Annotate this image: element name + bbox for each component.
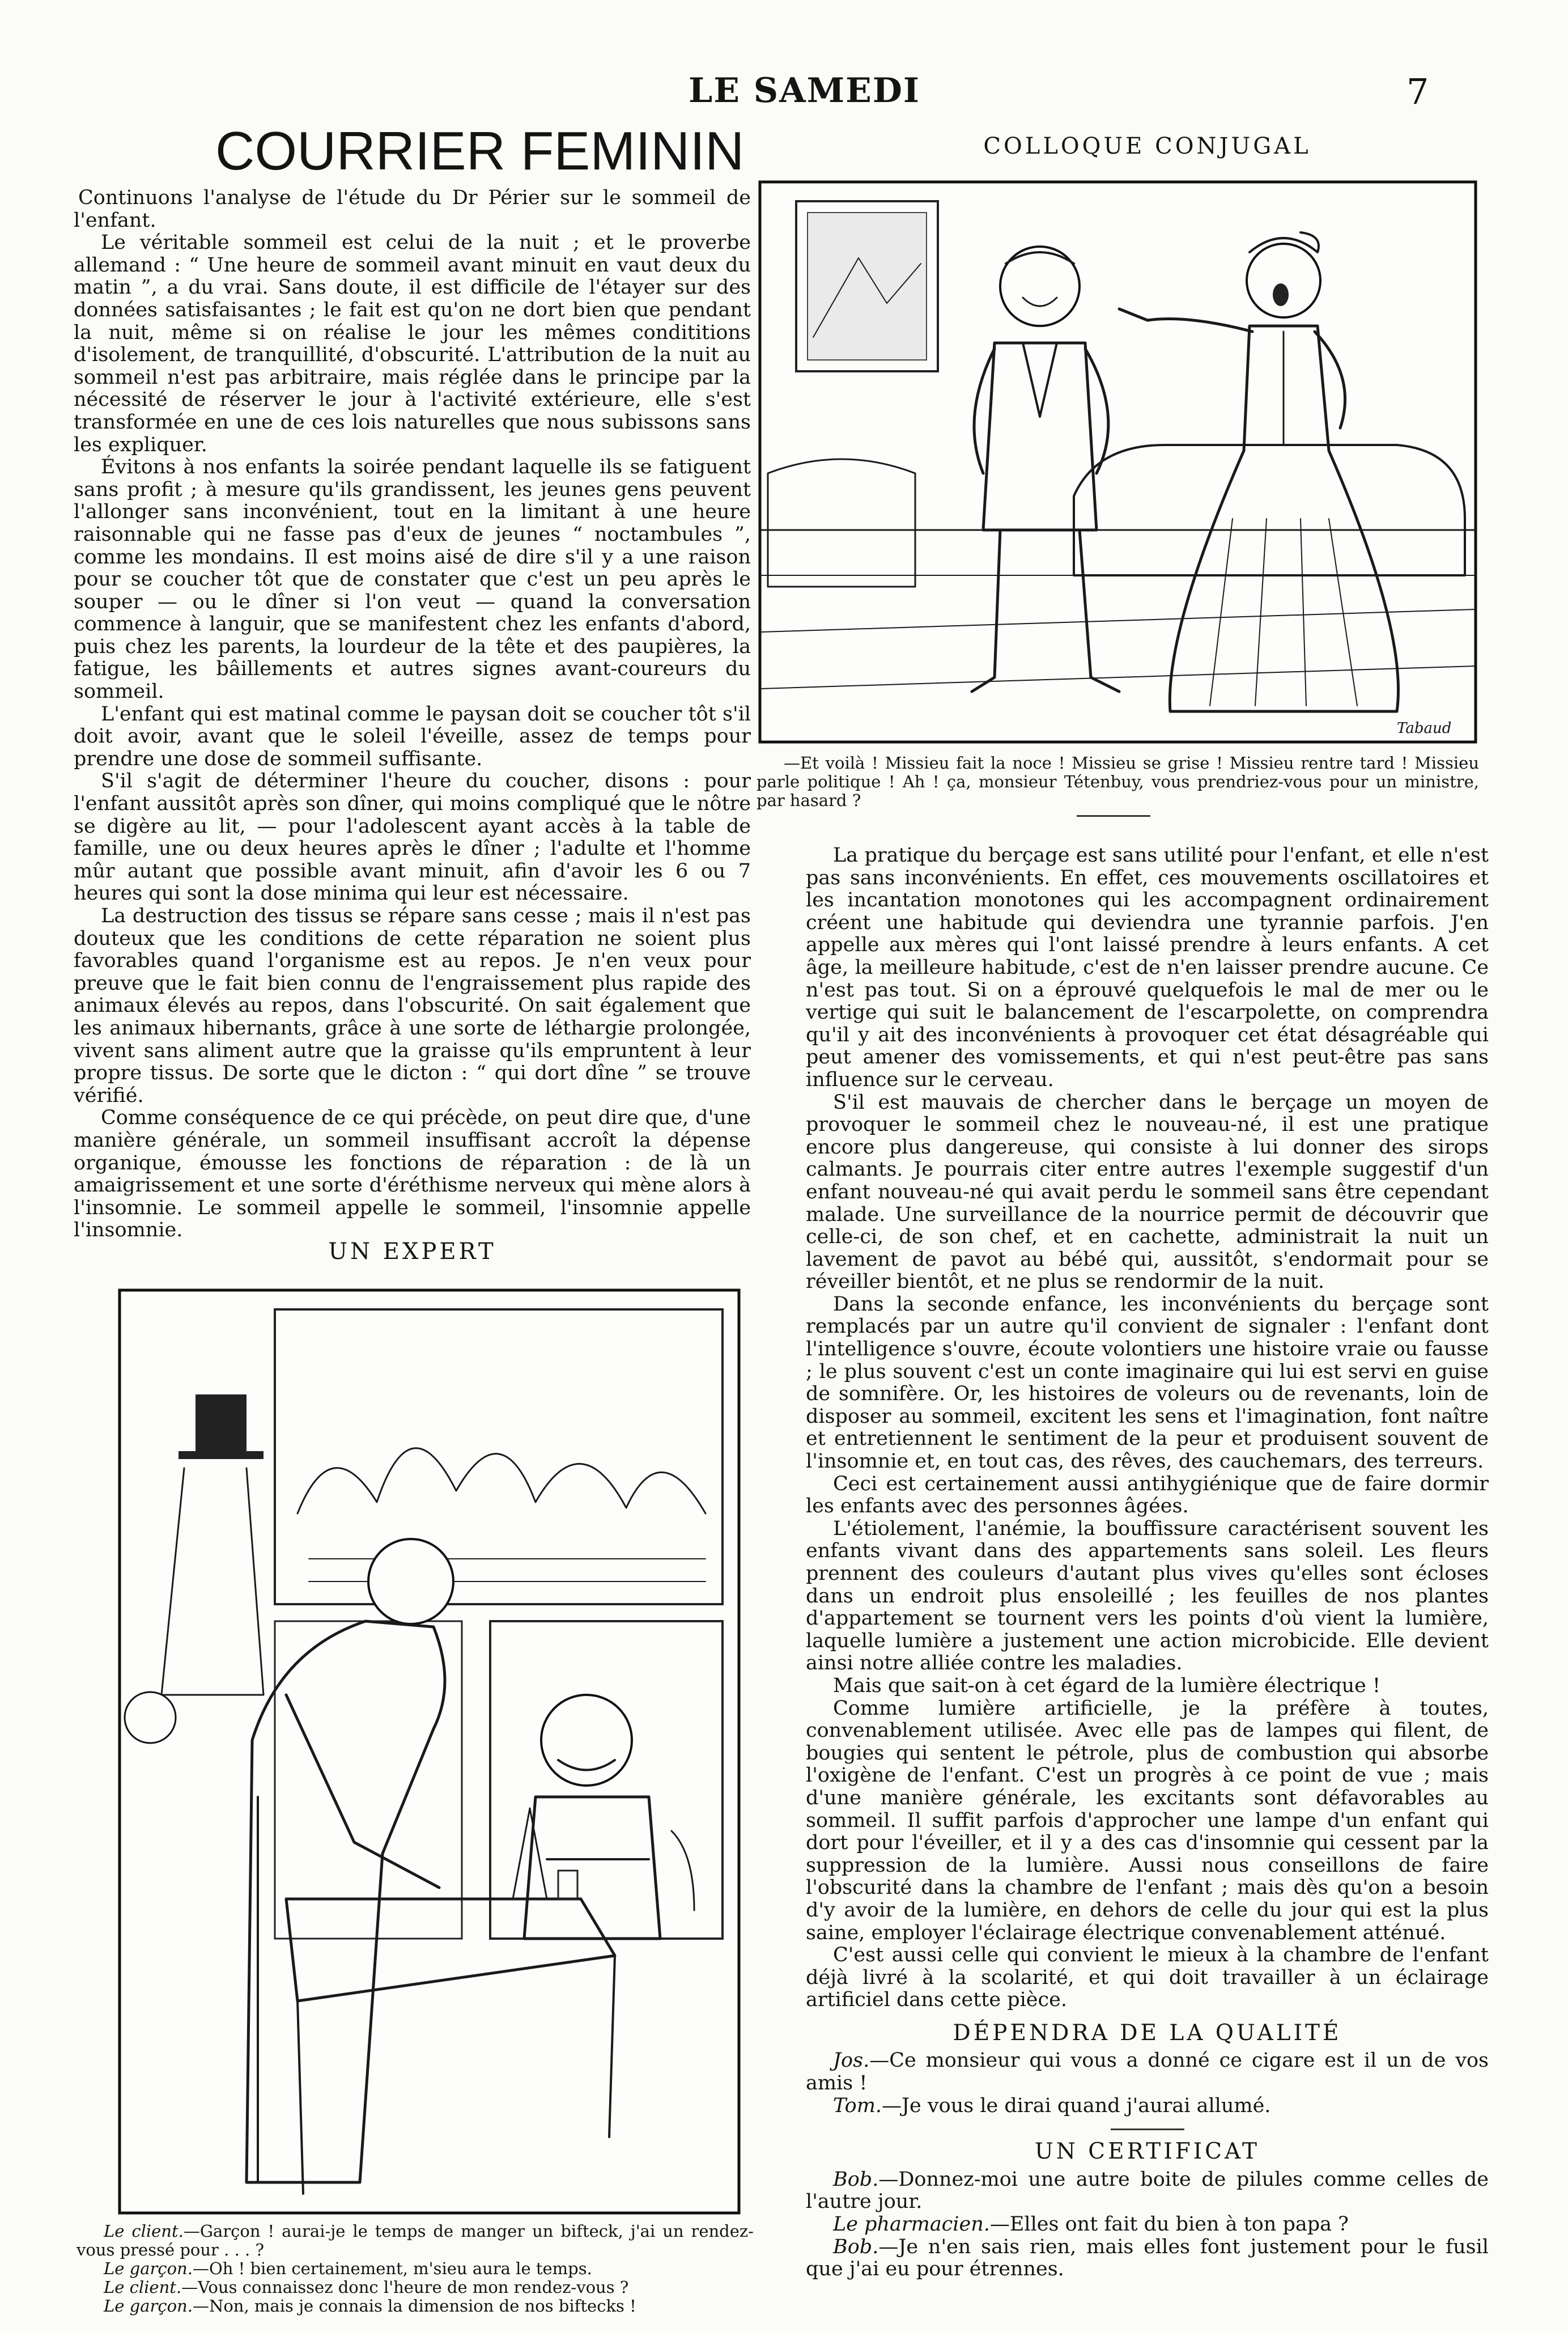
joke-text: —Je vous le dirai quand j'aurai allumé. xyxy=(882,2094,1271,2117)
cartoon-bottom-title: UN EXPERT xyxy=(328,1239,496,1265)
paragraph: La destruction des tissus se répare sans cesse ; mais il n'est pas douteux que les conditions de cette réparation ne soient plus favorables quand l'organisme est au repos. Je n'en veux pour preuve que le fait bien connu de l'engraissement plus rapide des animaux élevés au repos, dans l'obscurité. On sait également que les animaux hibernants, grâce à une sorte de léthargie prolongée, vivent sans aliment autre que la graisse qu'ils empruntent à leur propre tissus. De sorte que le dicton : “ qui dort dîne ” se trouve vérifié. xyxy=(74,905,751,1107)
speaker: Le client. xyxy=(104,2221,184,2241)
paragraph: L'étiolement, l'anémie, la bouffissure caractérisent souvent les enfants vivant dans des appartements sans soleil. Les fleurs prennent des couleurs d'autant plus vives qu'elles sont écloses dans un endroit plus ensoleillé ; les feuilles de nos plantes d'appartement se tournent vers les points d'où vient la lumière, laquelle lumière a justement une action microbicide. Elle devient ainsi notre alliée contre les maladies. xyxy=(806,1517,1489,1675)
joke-text: —Donnez-moi une autre boite de pilules comme celles de l'autre jour. xyxy=(806,2168,1489,2214)
paragraph: L'enfant qui est matinal comme le paysan doit se coucher tôt s'il doit avoir, avant que le soleil l'éveille, assez de temps pour prendre une dose de sommeil suffisante. xyxy=(74,702,751,770)
divider xyxy=(1111,2129,1184,2130)
speaker: Tom. xyxy=(833,2094,882,2117)
speaker: Le pharmacien. xyxy=(833,2213,990,2236)
paragraph: Mais que sait-on à cet égard de la lumière électrique ! xyxy=(833,1674,1381,1697)
cartoon-expert-illustration xyxy=(116,1287,742,2216)
paragraph: Continuons l'analyse de l'étude du Dr Périer sur le sommeil de l'enfant. xyxy=(74,186,751,232)
joke-line xyxy=(806,2214,1489,2236)
cartoon-colloque-illustration xyxy=(757,179,1479,745)
joke-title: UN CERTIFICAT xyxy=(1034,2139,1260,2165)
paragraph: Comme lumière artificielle, je la préfère à toutes, convenablement utilisée. Avec elle pas de lampes qui filent, de bougies qui sentent le pétrole, plus de combustion qui absorbe l'oxigène de l'enfant. C'est un progrès à ce point de vue ; mais d'une manière générale, les excitants sont défavorables au sommeil. Il suffit parfois d'approcher une lampe d'un enfant qui dort pour l'éveiller, et il y a des cas d'insomnie qui cessent par la suppression de la lumière. Aussi nous conseillons de faire l'obscurité dans la chambre de l'enfant ; mais dès qu'on a besoin d'y avoir de la lumière, en dehors de celle du jour qui est la plus saine, employer l'éclairage électrique convenablement atténué. xyxy=(806,1697,1489,1944)
page-number: 7 xyxy=(1406,71,1429,112)
speaker: Bob. xyxy=(833,2235,879,2258)
speaker: Jos. xyxy=(833,2049,870,2072)
article-left xyxy=(74,187,751,1242)
caption-text: —Et voilà ! Missieu fait la noce ! Missieu se grise ! Missieu rentre tard ! Missieu parle politique ! Ah ! ça, monsieur Tétenbuy, vous prendriez-vous pour un ministre, par hasard ? xyxy=(757,753,1479,810)
cartoon-top-caption xyxy=(757,754,1479,810)
paragraph: Le véritable sommeil est celui de la nuit ; et le proverbe allemand : “ Une heure de sommeil avant minuit en vaut deux du matin ”, a du vrai. Sans doute, il est difficile de l'étayer sur des données satisfaisantes ; le fait est qu'on ne dort bien que pendant la nuit, même si on réalise le jour les mêmes condititions d'isolement, de tranquillité, d'obscurité. L'attribution de la nuit au sommeil n'est pas arbitraire, mais réglée dans le principe par la nécessité de réserver le jour à l'activité extérieure, elle s'est transformée en une de ces lois naturelles que nous subissons sans les expliquer. xyxy=(74,231,751,456)
dialog-text: —Vous connaissez donc l'heure de mon rendez-vous ? xyxy=(181,2278,629,2297)
cartoon-top-title: COLLOQUE CONJUGAL xyxy=(983,133,1311,159)
speaker: Bob. xyxy=(833,2168,879,2191)
dialog-text: —Non, mais je connais la dimension de nos biftecks ! xyxy=(192,2296,636,2316)
paragraph: C'est aussi celle qui convient le mieux à la chambre de l'enfant déjà livré à la scolarité, et qui doit travailler à un éclairage artificiel dans cette pièce. xyxy=(806,1944,1489,2012)
joke-title: DÉPENDRA DE LA QUALITÉ xyxy=(953,2020,1342,2046)
cartoon-bottom-caption xyxy=(77,2222,754,2316)
joke-line xyxy=(806,2236,1489,2281)
article-right xyxy=(806,845,1489,2281)
speaker: Le client. xyxy=(104,2278,182,2297)
dialog-line xyxy=(77,2297,754,2316)
paragraph: Ceci est certainement aussi antihygiénique que de faire dormir les enfants avec des personnes âgées. xyxy=(806,1472,1489,1518)
speaker: Le garçon. xyxy=(104,2296,193,2316)
paragraph: Évitons à nos enfants la soirée pendant laquelle ils se fatiguent sans profit ; à mesure qu'ils grandissent, les jeunes gens peuvent l'allonger sans inconvénient, tout en la limitant à une heure raisonnable qui ne fasse pas d'eux de jeunes “ noctambules ”, comme les mondains. Il est moins aisé de dire s'il y a une raison pour se coucher tôt que de constater que c'est un peu après le souper — ou le dîner si l'on veut — quand la conversation commence à languir, que se manifestent chez les enfants d'abord, puis chez les parents, la lourdeur de la tête et des paupières, la fatigue, les bâillements et autres signes avant-coureurs du sommeil. xyxy=(74,456,751,703)
paragraph: Comme conséquence de ce qui précède, on peut dire que, d'une manière générale, un sommeil insuffisant accroît la dépense organique, émousse les fonctions de réparation : de là un amaigrissement et une sorte d'éréthisme nerveux qui mène alors à l'insomnie. Le sommeil appelle le sommeil, l'insomnie appelle l'insomnie. xyxy=(74,1106,751,1242)
paragraph: S'il s'agit de déterminer l'heure du coucher, disons : pour l'enfant aussitôt après son dîner, qui moins compliqué que le nôtre se digère au lit, — pour l'adolescent ayant accès à la table de famille, une ou deux heures après le dîner ; l'adulte et l'homme mûr autant que possible avant minuit, afin d'avoir les 6 ou 7 heures qui sont la dose minima qui leur est nécessaire. xyxy=(74,770,751,905)
dialog-text: —Garçon ! aurai-je le temps de manger un bifteck, j'ai un rendez-vous pressé pour . . . ? xyxy=(77,2221,754,2259)
divider xyxy=(1077,815,1150,817)
dialog-text: —Oh ! bien certainement, m'sieu aura le temps. xyxy=(192,2259,592,2278)
joke-text: —Je n'en sais rien, mais elles font justement pour le fusil que j'ai eu pour étrennes. xyxy=(806,2235,1489,2281)
paragraph: Dans la seconde enfance, les inconvénients du berçage sont remplacés par un autre qu'il convient de signaler : l'enfant dont l'intelligence s'ouvre, écoute volontiers une histoire vraie ou fausse ; le plus souvent c'est un conte imaginaire qui lui est servi en guise de somnifère. Or, les histoires de voleurs ou de revenants, loin de disposer au sommeil, excitent les sens et l'imagination, font naître et entretiennent le sentiment de la peur et produisent souvent de l'insomnie et, en tout cas, des rêves, des cauchemars, des terreurs. xyxy=(806,1292,1489,1473)
joke-text: —Ce monsieur qui vous a donné ce cigare est il un de vos amis ! xyxy=(806,2049,1489,2095)
speaker: Le garçon. xyxy=(104,2259,193,2278)
joke-text: —Elles ont fait du bien à ton papa ? xyxy=(989,2213,1349,2236)
joke-line xyxy=(806,2169,1489,2214)
column-title: COURRIER FEMININ xyxy=(215,121,745,181)
joke-line xyxy=(806,2095,1489,2118)
running-title: LE SAMEDI xyxy=(689,71,920,111)
paragraph: La pratique du berçage est sans utilité pour l'enfant, et elle n'est pas sans inconvénients. En effet, ces mouvements oscillatoires et les incantation monotones qui les accompagnent ordinairement créent une habitude qui deviendra une tyrannie parfois. J'en appelle aux mères qui l'ont laissé prendre à leurs enfants. A cet âge, la meilleure habitude, c'est de n'en laisser prendre aucune. Ce n'est pas tout. Si on a éprouvé quelquefois le mal de mer ou le vertige qui suit le balancement de l'escarpolette, on comprendra qu'il y ait des inconvénients à provoquer cet état désagréable qui peut amener des vomissements, et qui n'est peut-être pas sans influence sur le cerveau. xyxy=(806,844,1489,1091)
dialog-line xyxy=(77,2222,754,2259)
illustrator-signature: Tabaud xyxy=(1397,720,1452,737)
paragraph: S'il est mauvais de chercher dans le berçage un moyen de provoquer le sommeil chez le nouveau-né, il est une pratique encore plus dangereuse, qui consiste à lui donner des sirops calmants. Je pourrais citer entre autres l'exemple suggestif d'un enfant nouveau-né qui avait perdu le sommeil sans être cependant malade. Une surveillance de la nourrice permit de découvrir que celle-ci, de son chef, et en cachette, administrait la nuit un lavement de pavot au bébé qui, aussitôt, s'endormait pour se réveiller bientôt, et ne plus se rendormir de la nuit. xyxy=(806,1091,1489,1294)
dialog-line xyxy=(77,2259,754,2278)
dialog-line xyxy=(77,2278,754,2297)
joke-line xyxy=(806,2050,1489,2094)
